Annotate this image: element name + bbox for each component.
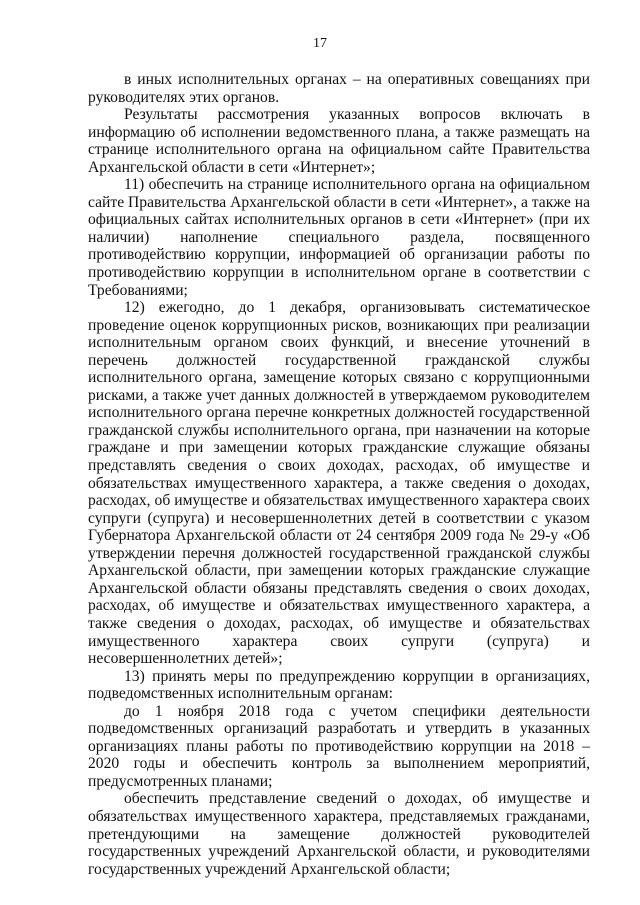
paragraph: 12) ежегодно, до 1 декабря, организовывать систематическое проведение оценок коррупционных рисков, возникающих при реализации исполнительным органом своих функций, и внесение уточнений в перечень должностей государственной гражданской службы исполнительного органа, замещение которых связано с коррупционными рисками, а также учет данных должностей в утверждаемом руководителем исполнительного органа перечне конкретных должностей государственной гражданской службы исполнительного органа, при назначении на которые граждане и при замещении которых гражданские служащие обязаны представлять сведения о своих доходах, расходах, об имуществе и обязательствах имущественного характера, а также сведения о доходах, расходах, об имуществе и обязательствах имущественного характера своих супруги (супруга) и несовершеннолетних детей в соответствии с указом Губернатора Архангельской области от 24 сентября 2009 года № 29-у «Об утверждении перечня должностей государственной гражданской службы Архангельской области, при замещении которых гражданские служащие Архангельской области обязаны представлять сведения о своих доходах, расходах, об имуществе и обязательствах имущественного характера, а также сведения о доходах, расходах, об имуществе и обязательствах имущественного характера своих супруги (супруга) и несовершеннолетних детей»; [88,299,590,668]
paragraph: 11) обеспечить на странице исполнительного органа на официальном сайте Правительства Архангельской области в сети «Интернет», а также на официальных сайтах исполнительных органов в сети «Интернет» (при их наличии) наполнение специального раздела, посвященного противодействию коррупции, информацией об организации работы по противодействию коррупции в исполнительном органе в соответствии с Требованиями; [88,176,590,299]
paragraph: обеспечить представление сведений о доходах, об имуществе и обязательствах имущественного характера, представляемых гражданами, претендующими на замещение должностей руководителей государственных учреждений Архангельской области, и руководителями государственных учреждений Архангельской области; [88,790,590,878]
page-number: 17 [313,36,327,51]
paragraph: Результаты рассмотрения указанных вопросов включать в информацию об исполнении ведомственного плана, а также размещать на странице исполнительного органа на официальном сайте Правительства Архангельской области в сети «Интернет»; [88,106,590,176]
paragraph: в иных исполнительных органах – на оперативных совещаниях при руководителях этих органов. [88,71,590,106]
paragraph: 13) принять меры по предупреждению коррупции в организациях, подведомственных исполнительным органам: [88,667,590,703]
paragraph: до 1 ноября 2018 года с учетом специфики деятельности подведомственных организаций разработать и утвердить в указанных организациях планы работы по противодействию коррупции на 2018 – 2020 годы и обеспечить контроль за выполнением мероприятий, предусмотренных планами; [88,702,590,790]
document-body [88,71,590,878]
